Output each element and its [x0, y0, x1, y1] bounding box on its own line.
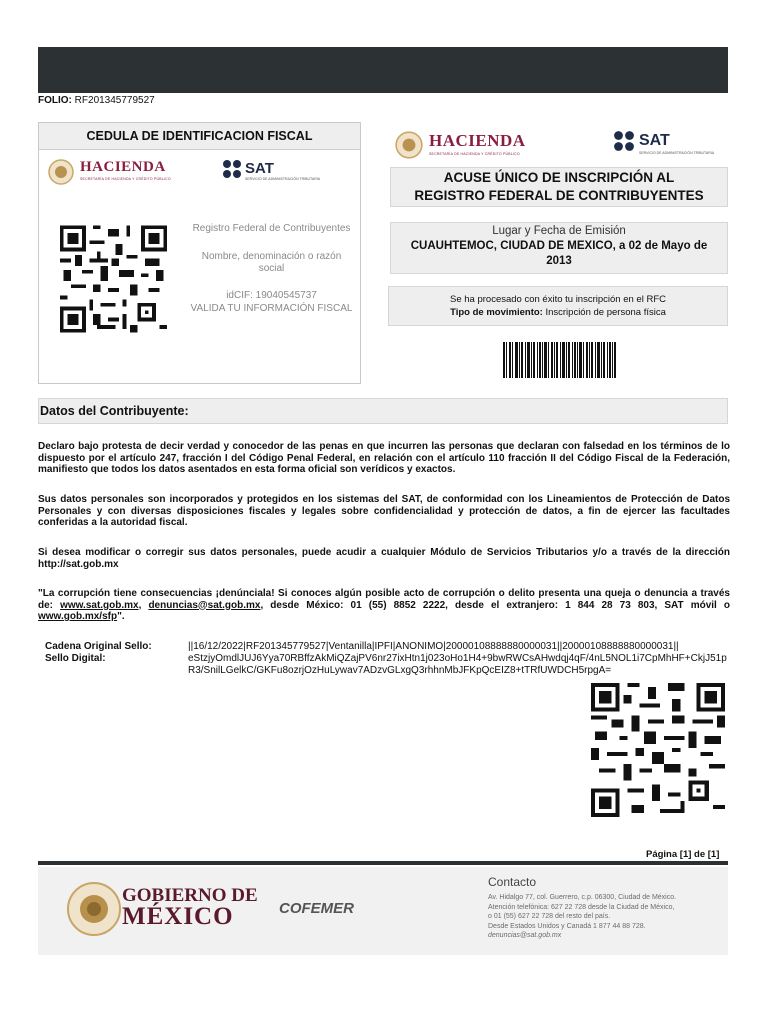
sat-logo: SAT SERVICIO DE ADMINISTRACIÓN TRIBUTARIA — [222, 159, 332, 185]
escudo-icon — [394, 130, 424, 160]
top-banner — [38, 47, 728, 93]
datos-contribuyente-header: Datos del Contribuyente: — [38, 398, 728, 424]
sello-digital-value: eStzjyOmdlJUJ6Yya70RBffzAkMiQZajPV6nr27ixHtn1j023oHo1H4+9bwRWCsAHwdqj4qF/4nL5NOL1i7CpMhHF+CkjJ51pR3/SnilLGelkC/GKFu8ozrjOzHuLywav7ADzvGLxgQ3rhhnMbJFKpQcEIZ8+tTRfUWDCH5rpgA= — [188, 653, 727, 676]
barcode — [503, 342, 616, 378]
hacienda-logo: HACIENDA SECRETARÍA DE HACIENDA Y CRÉDITO PÚBLICO — [47, 157, 187, 187]
gobierno-logo-line2: MÉXICO — [122, 903, 234, 930]
cofemer-logo: COFEMER — [279, 900, 354, 917]
declaracion-paragraph: Declaro bajo protesta de decir verdad y conocedor de las penas en que incurren las personas que declaran con falsedad en los términos de lo dispuesto por el artículo 247, fracción I del Código Penal Federal, en relación con el artículo 110 fracción II del Código Fiscal de la Federación, manifiesto que todos los datos asentados en esta forma oficial son verídicos y exactos. — [38, 441, 730, 475]
valida-info: VALIDA TU INFORMACIÓN FISCAL — [190, 303, 353, 314]
datos-personales-paragraph: Sus datos personales son incorporados y protegidos en los sistemas del SAT, de conformidad con los Lineamientos de Protección de Datos Personales y con diversas disposiciones fiscales y legales sobre confidencialidad y protección de datos, a fin de ejercer las facultades conferidas a la autoridad fiscal. — [38, 494, 730, 528]
nombre-label: Nombre, denominación o razón social — [201, 251, 342, 274]
gobierno-logo-line1: GOBIERNO DE — [122, 885, 258, 906]
contacto-info: Av. Hidalgo 77, col. Guerrero, c.p. 06300, Ciudad de México. Atención telefónica: 627 22 728 desde la Ciudad de México, o 01 (55) 627 22 728 del resto del país. Desde Estados Unidos y Canadá 1 877 44 88 728. denuncias@sat.gob.mx — [488, 894, 677, 940]
qr-code-cedula — [60, 225, 167, 333]
idcif: idCIF: 19040545737 — [226, 290, 317, 301]
footer — [38, 867, 728, 955]
sat-link[interactable]: www.sat.gob.mx — [60, 599, 139, 611]
cedula-card — [38, 122, 361, 384]
rfc-label: Registro Federal de Contribuyentes — [192, 223, 351, 234]
cadena-original-value: ||16/12/2022|RF201345779527|Ventanilla|IPFI|ANONIMO|20000108888880000031||20000108888880000031|| — [188, 641, 679, 652]
sfp-link[interactable]: www.gob.mx/sfp — [38, 611, 118, 622]
sat-logo-acuse: SAT SERVICIO DE ADMINISTRACIÓN TRIBUTARIA — [613, 130, 728, 160]
contacto-title: Contacto — [488, 875, 537, 889]
footer-divider — [38, 861, 728, 865]
cadena-original-label: Cadena Original Sello: — [45, 641, 152, 652]
sat-dots-icon — [613, 130, 635, 152]
sat-dots-icon — [222, 159, 242, 179]
qr-code-sello — [591, 682, 725, 818]
hacienda-logo-acuse: HACIENDA SECRETARÍA DE HACIENDA Y CRÉDITO PÚBLICO — [394, 128, 554, 162]
corrupcion-paragraph: "La corrupción tiene consecuencias ¡denúnciala! Si conoces algún posible acto de corrupción o delito presenta una queja o denuncia a través de: www.sat.gob.mx, denuncias@sat.gob.mx, desde México: 01 (55) 8852 2222, desde el extranjero: 1 844 28 73 803, SAT móvil o www.gob.mx/sfp". — [38, 588, 731, 622]
escudo-icon — [47, 158, 75, 186]
modificar-datos-paragraph: Si desea modificar o corregir sus datos personales, puede acudir a cualquier Módulo de Servicios Tributarios y/o a través de la dirección http://sat.gob.mx — [38, 547, 730, 570]
procesado-box: Se ha procesado con éxito tu inscripción en el RFC Tipo de movimiento: Inscripción de persona física — [388, 286, 728, 326]
cedula-title: CEDULA DE IDENTIFICACION FISCAL — [39, 123, 360, 150]
acuse-title: ACUSE ÚNICO DE INSCRIPCIÓN AL REGISTRO FEDERAL DE CONTRIBUYENTES — [390, 167, 728, 207]
sello-digital-label: Sello Digital: — [45, 653, 106, 664]
denuncias-email-link[interactable]: denuncias@sat.gob.mx — [148, 599, 261, 611]
contacto-email: denuncias@sat.gob.mx — [488, 932, 562, 940]
lugar-fecha-box: Lugar y Fecha de Emisión CUAUHTEMOC, CIUDAD DE MEXICO, a 02 de Mayo de 2013 — [390, 222, 728, 274]
page-number: Página [1] de [1] — [646, 849, 720, 860]
escudo-nacional-icon — [66, 881, 122, 937]
folio: FOLIO: RF201345779527 — [38, 95, 155, 106]
